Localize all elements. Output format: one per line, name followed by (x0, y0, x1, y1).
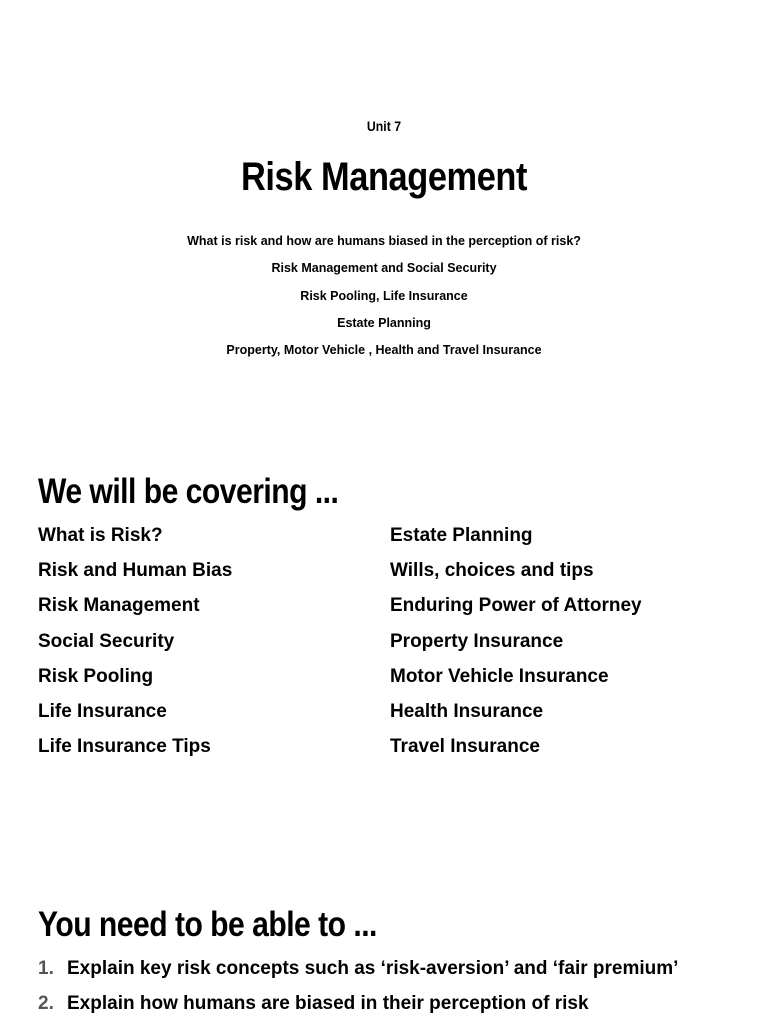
subtopic-item: Estate Planning (337, 315, 431, 330)
objectives-heading: You need to be able to ... (38, 905, 377, 944)
objective-text: Explain how humans are biased in their perception of risk (67, 993, 589, 1014)
objective-item (38, 958, 678, 993)
unit-label: Unit 7 (366, 118, 402, 134)
covering-item: Travel Insurance (390, 736, 540, 758)
subtopic-list (0, 233, 768, 369)
covering-item: Life Insurance (38, 700, 167, 722)
objective-item (38, 993, 678, 1028)
covering-item: Estate Planning (390, 525, 533, 546)
covering-list-left (38, 525, 232, 771)
covering-item: Risk and Human Bias (38, 560, 233, 582)
subtopic-item: Risk Management and Social Security (271, 261, 497, 276)
objective-number: 1. (38, 958, 54, 979)
covering-item: Enduring Power of Attorney (390, 595, 642, 617)
covering-item: Social Security (38, 630, 175, 652)
covering-item: Wills, choices and tips (390, 560, 594, 582)
covering-item: Life Insurance Tips (38, 736, 211, 758)
covering-item: Health Insurance (390, 700, 544, 722)
covering-item: What is Risk? (38, 525, 163, 546)
covering-list-right (390, 525, 642, 771)
objectives-list (38, 958, 678, 1028)
page-title: Risk Management (240, 155, 528, 199)
subtopic-item: Risk Pooling, Life Insurance (300, 288, 468, 303)
subtopic-item: Property, Motor Vehicle , Health and Travel Insurance (226, 343, 542, 358)
objective-text: Explain key risk concepts such as ‘risk-aversion’ and ‘fair premium’ (67, 958, 679, 979)
covering-item: Risk Pooling (38, 665, 154, 687)
covering-item: Risk Management (38, 595, 200, 617)
covering-item: Motor Vehicle Insurance (390, 665, 609, 687)
covering-item: Property Insurance (390, 630, 564, 652)
objective-number: 2. (38, 993, 54, 1014)
subtopic-item: What is risk and how are humans biased in the perception of risk? (187, 234, 581, 248)
covering-heading: We will be covering ... (38, 472, 339, 511)
